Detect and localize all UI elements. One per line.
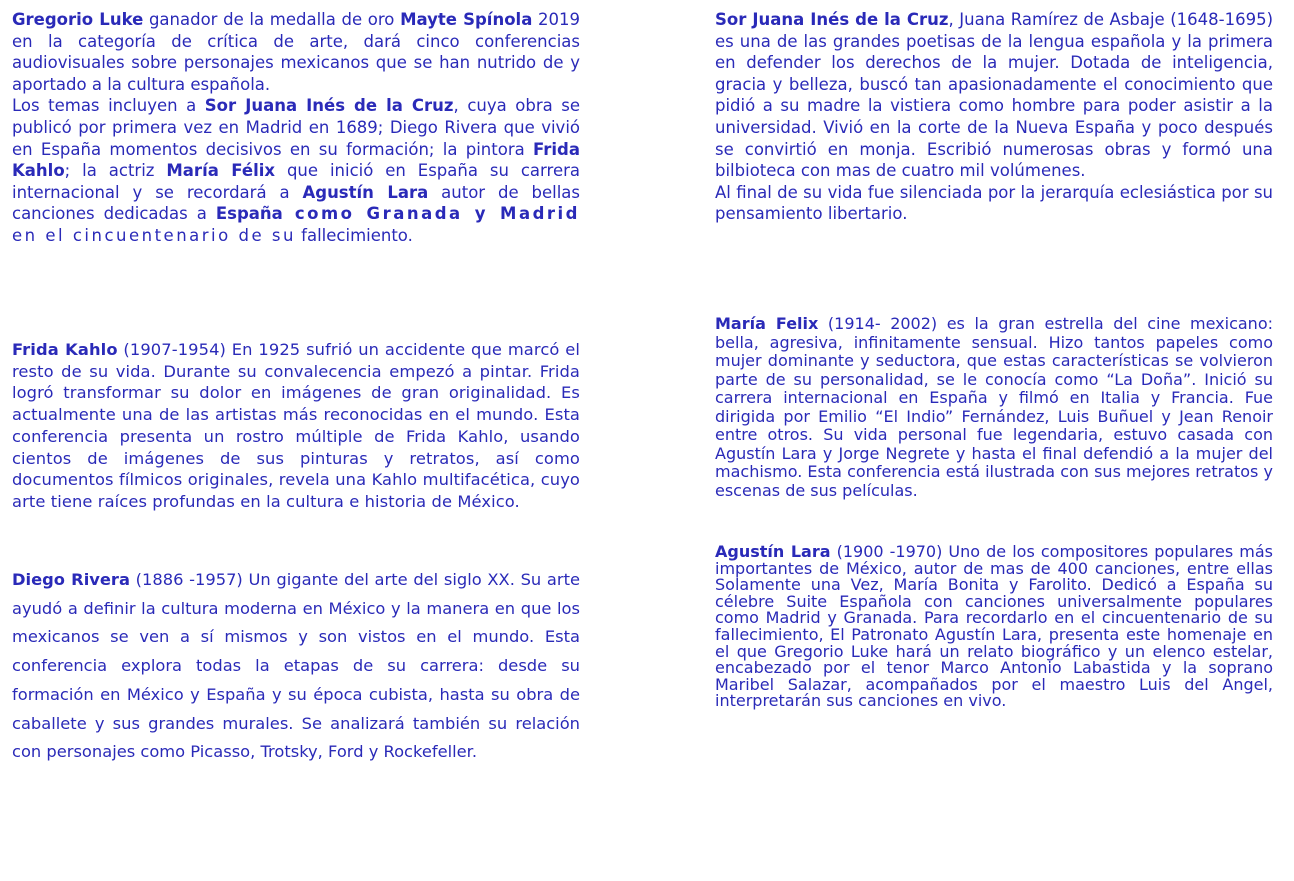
intro-paragraph: Gregorio Luke ganador de la medalla de oro Mayte Spínola 2019 en la categoría de crítica de arte, dará cinco conferencias audiovisuales sobre personajes mexicanos que se han nutrido de y aportado a la cultura española.: [12, 10, 580, 94]
sor-juana-block: [715, 9, 1273, 225]
diego-rivera-block: [12, 566, 580, 767]
intro-block: [12, 9, 580, 247]
bold-text: Agustín Lara: [302, 182, 429, 202]
maria-felix-paragraph: María Felix (1914- 2002) es la gran estrella del cine mexicano: bella, agresiva, infinitamente sensual. Hizo tantos papeles como mujer dominante y seductora, que estas características se volvieron parte de su personalidad, se le conocía como “La Doña”. Inició su carrera internacional en España y filmó en Italia y Francia. Fue dirigida por Emilio “El Indio” Fernández, Luis Buñuel y Jean Renoir entre otros. Su vida personal fue legendaria, estuvo casada con Agustín Lara y Jorge Negrete y hasta el final defendió a la mujer del machismo. Esta conferencia está ilustrada con sus mejores retratos y escenas de sus películas.: [715, 314, 1274, 500]
bold-text: Agustín Lara: [715, 542, 831, 561]
bold-text: Diego Rivera: [12, 570, 130, 589]
agustin-lara-block: [715, 544, 1273, 710]
bold-text: Sor Juana Inés de la Cruz: [204, 96, 454, 116]
bold-text: Gregorio Luke: [12, 10, 144, 29]
bold-text: María Felix: [715, 314, 819, 333]
bold-text: María Félix: [166, 161, 276, 181]
sor-juana-paragraph: Sor Juana Inés de la Cruz, Juana Ramírez de Asbaje (1648-1695) es una de las grandes poetisas de la lengua española y la primera en defender los derechos de la mujer. Dotada de inteligencia, gracia y belleza, buscó tan apasionadamente el conocimiento que pidió a su madre la vistiera como hombre para poder asistir a la universidad. Vivió en la corte de la Nueva España y poco después se convirtió en monja. Escribió numerosas obras y formó una bilbioteca con mas de cuatro mil volúmenes.: [715, 10, 1274, 181]
frida-kahlo-block: [12, 339, 580, 513]
frida-kahlo-paragraph: Frida Kahlo (1907-1954) En 1925 sufrió un accidente que marcó el resto de su vida. Durante su convalecencia empezó a pintar. Frida logró transformar su dolor en imágenes de gran originalidad. Es actualmente una de las artistas más reconocidas en el mundo. Esta conferencia presenta un rostro múltiple de Frida Kahlo, usando cientos de imágenes de sus pinturas y retratos, así como documentos fílmicos originales, revela una Kahlo multifacética, cuyo arte tiene raíces profundas en la cultura e historia de México.: [12, 340, 580, 511]
bold-text: Frida Kahlo: [12, 139, 580, 181]
bold-text: como Granada y Madrid: [282, 204, 580, 224]
diego-rivera-paragraph: Diego Rivera (1886 -1957) Un gigante del arte del siglo XX. Su arte ayudó a definir la cultura moderna en México y la manera en que los mexicanos se ven a sí mismos y son vistos en el mundo. Esta conferencia explora todas la etapas de su carrera: desde su formación en México y España y su época cubista, hasta su obra de caballete y sus grandes murales. Se analizará también su relación con personajes como Picasso, Trotsky, Ford y Rockefeller.: [12, 570, 580, 762]
bold-text: Frida Kahlo: [12, 340, 118, 359]
bold-text: España: [215, 204, 283, 224]
sor-juana-final-paragraph: Al final de su vida fue silenciada por la jerarquía eclesiástica por su pensamiento libertario.: [715, 182, 1273, 224]
agustin-lara-paragraph: Agustín Lara (1900 -1970) Uno de los compositores populares más importantes de México, autor de mas de 400 canciones, entre ellas Solamente una Vez, María Bonita y Farolito. Dedicó a España su célebre Suite Española con canciones universalmente populares como Madrid y Granada. Para recordarlo en el cincuentenario de su fallecimiento, El Patronato Agustín Lara, presenta este homenaje en el que Gregorio Luke hará un relato biográfico y un elenco estelar, encabezado por el tenor Marco Antonio Labastida y la soprano Maribel Salazar, acompañados por el maestro Luis del Angel, interpretarán sus canciones en vivo.: [715, 542, 1273, 711]
topics-paragraph: Los temas incluyen a Sor Juana Inés de la Cruz, cuya obra se publicó por primera vez en Madrid en 1689; Diego Rivera que vivió en España momentos decisivos en su formación; la pintora Frida Kahlo; la actriz María Félix que inició en España su carrera internacional y se recordará a Agustín Lara autor de bellas canciones dedicadas a España como Granada y Madrid en el cincuentenario de su fallecimiento.: [12, 96, 581, 245]
bold-text: Sor Juana Inés de la Cruz: [715, 10, 949, 29]
maria-felix-block: [715, 315, 1273, 500]
bold-text: Mayte Spínola: [400, 10, 533, 29]
